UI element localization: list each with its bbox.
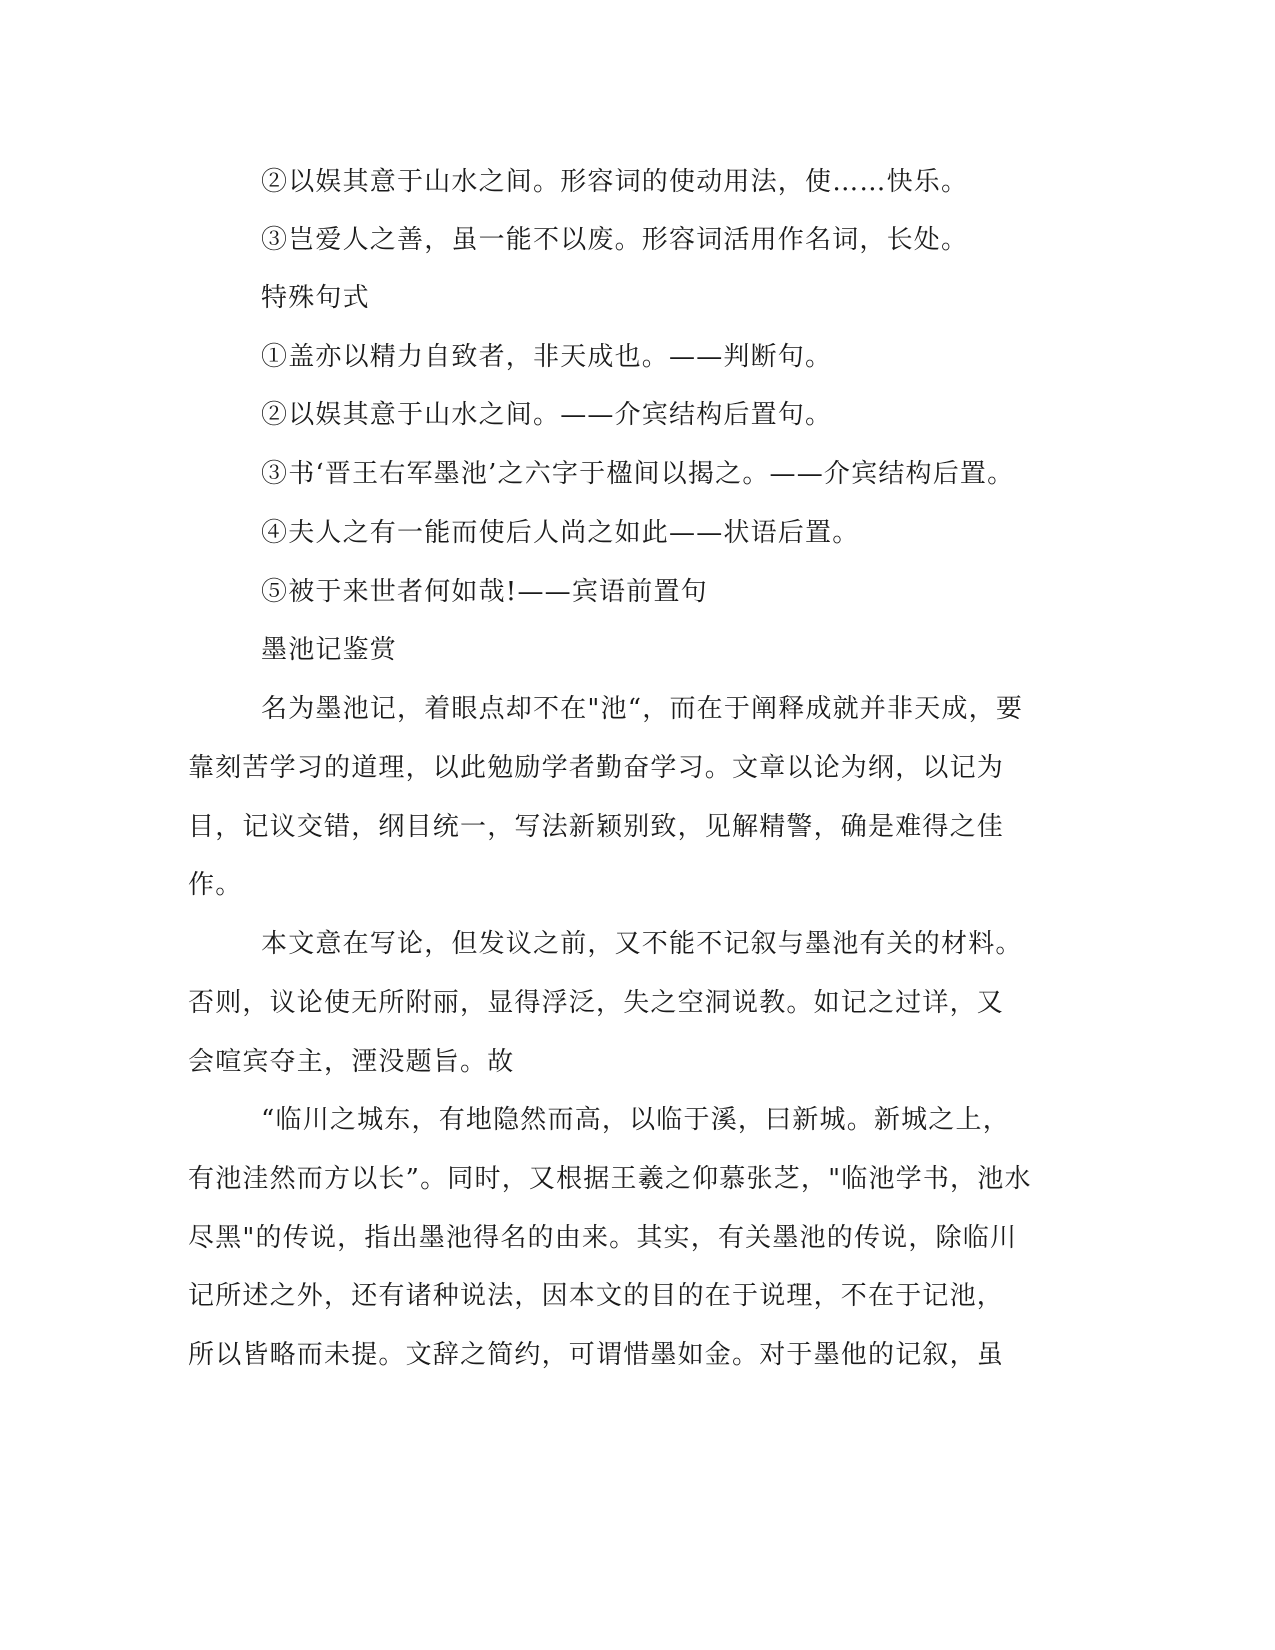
paragraph-line: 名为墨池记，着眼点却不在"池“，而在于阐释成就并非天成，要 [261, 694, 1024, 724]
section-heading: 墨池记鉴赏 [261, 635, 398, 665]
paragraph-line: “临川之城东，有地隐然而高，以临于溪，曰新城。新城之上， [261, 1105, 1010, 1135]
text-line: ④夫人之有一能而使后人尚之如此——状语后置。 [261, 518, 860, 548]
paragraph-line: 记所述之外，还有诸种说法，因本文的目的在于说理，不在于记池， [188, 1281, 1005, 1311]
paragraph-line: 所以皆略而未提。文辞之简约，可谓惜墨如金。对于墨他的记叙，虽 [188, 1340, 1005, 1370]
text-line: ①盖亦以精力自致者，非天成也。——判断句。 [261, 342, 833, 372]
paragraph-line: 目，记议交错，纲目统一，写法新颖别致，见解精警，确是难得之佳 [188, 812, 1005, 842]
section-heading: 特殊句式 [261, 283, 370, 313]
text-line: ③书‘晋王右军墨池’之六字于楹间以揭之。——介宾结构后置。 [261, 459, 1015, 489]
paragraph-line: 靠刻苦学习的道理，以此勉励学者勤奋学习。文章以论为纲，以记为 [188, 753, 1005, 783]
paragraph-line: 尽黑"的传说，指出墨池得名的由来。其实，有关墨池的传说，除临川 [188, 1223, 1018, 1253]
paragraph-line: 否则，议论使无所附丽，显得浮泛，失之空洞说教。如记之过详，又 [188, 988, 1005, 1018]
text-line: ②以娱其意于山水之间。——介宾结构后置句。 [261, 400, 833, 430]
paragraph-line: 会喧宾夺主，湮没题旨。故 [188, 1047, 515, 1077]
paragraph-line: 有池洼然而方以长”。同时，又根据王羲之仰慕张芝，"临池学书，池水 [188, 1164, 1032, 1194]
paragraph-line: 本文意在写论，但发议之前，又不能不记叙与墨池有关的材料。 [261, 929, 1023, 959]
text-line: ②以娱其意于山水之间。形容词的使动用法，使……快乐。 [261, 167, 969, 197]
paragraph-line: 作。 [188, 870, 243, 900]
text-line: ③岂爱人之善，虽一能不以废。形容词活用作名词，长处。 [261, 225, 969, 255]
text-line: ⑤被于来世者何如哉!——宾语前置句 [261, 577, 708, 607]
